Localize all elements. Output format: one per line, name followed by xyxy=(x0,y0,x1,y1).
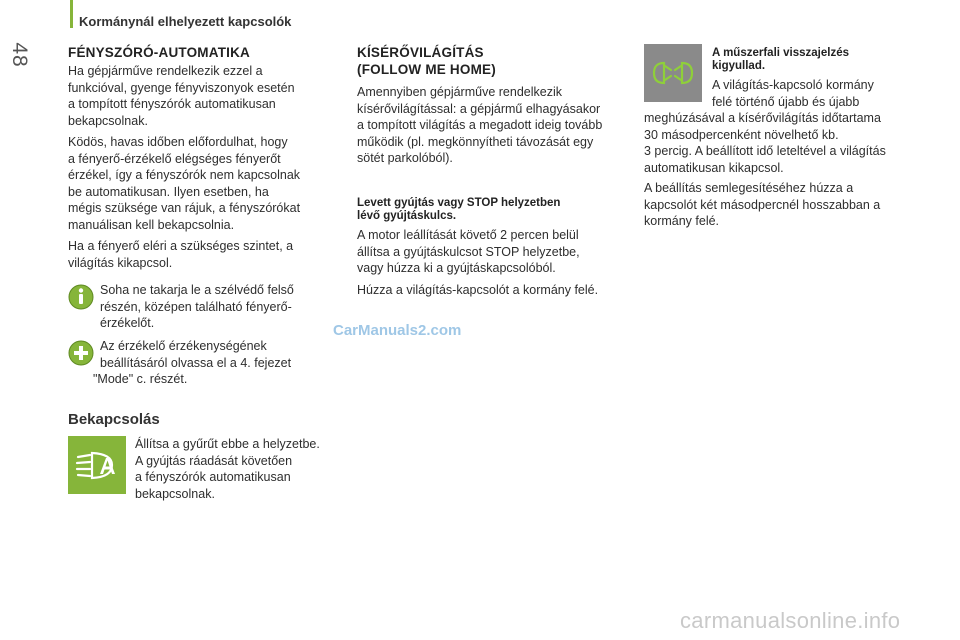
warning-light-title: A műszerfali visszajelzés kigyullad. xyxy=(712,47,850,72)
follow-me-home-intro: Amennyiben gépjárműve rendelkezik kísérővilágítással: a gépjármű elhagyásakor a tompított világítás a megadott ideig tovább működik (pl. megkönnyítheti távozását egy sötét parkolóból). xyxy=(357,85,603,165)
ignition-off-subtitle: Levett gyújtás vagy STOP helyzetben lévő gyújtáskulcs. xyxy=(357,197,561,222)
section-title: Kormánynál elhelyezett kapcsolók xyxy=(79,14,292,29)
follow-me-home-title: KÍSÉRŐVILÁGÍTÁS (FOLLOW ME HOME) xyxy=(357,45,496,77)
watermark-center: CarManuals2.com xyxy=(333,322,462,339)
plus-note: Az érzékelő érzékenységének beállításáról olvassa el a 4. fejezet "Mode" c. részét. xyxy=(93,339,292,386)
auto-headlamp-text xyxy=(68,63,338,271)
duration-text: A világítás-kapcsoló kormány felé történő újabb és újabb meghúzásával a kísérővilágítás időtartama 30 másodpercenként növelhető kb. 3 percig. A beállított idő leteltével a világítás automatikusan kikapcsol. xyxy=(644,78,886,175)
paragraph-1: Ha gépjárműve rendelkezik ezzel a funkcióval, gyenge fényviszonyok esetén a tompított fényszórók automatikusan bekapcsolnak. xyxy=(68,64,295,128)
plus-icon xyxy=(68,340,94,366)
info-icon xyxy=(68,284,94,310)
bekapcsolas-title: Bekapcsolás xyxy=(68,411,160,428)
cancel-text: A beállítás semlegesítéséhez húzza a kapcsolót két másodpercnél hosszabban a kormány felé. xyxy=(644,181,881,228)
paragraph-3: Ha a fényerő eléri a szükséges szintet, a világítás kikapcsol. xyxy=(68,239,294,270)
header-accent-bar xyxy=(70,0,73,28)
info-note: Soha ne takarja le a szélvédő felső részén, középen található fényerő- érzékelőt. xyxy=(100,283,294,330)
bekapcsolas-text: Állítsa a gyűrűt ebbe a helyzetbe. A gyújtás ráadását követően a fényszórók automatikusan bekapcsolnak. xyxy=(135,437,320,501)
auto-headlamp-symbol-icon xyxy=(68,436,126,494)
paragraph-2: Ködös, havas időben előfordulhat, hogy a fényerő-érzékelő elégséges fényerőt érzékel, így a fényszórók nem kapcsolnak be automatikusan. Ilyen esetben, ha mégis szüksége van rájuk, a fényszórókat manuálisan kell bekapcsolnia. xyxy=(68,135,301,232)
pull-switch-text: Húzza a világítás-kapcsolót a kormány felé. xyxy=(357,283,599,297)
watermark-bottom: carmanualsonline.info xyxy=(680,608,901,633)
page-number: 48 xyxy=(8,42,31,68)
auto-headlamp-title: FÉNYSZÓRÓ-AUTOMATIKA xyxy=(68,45,250,60)
ignition-off-text: A motor leállítását követő 2 percen belül állítsa a gyújtáskulcsot STOP helyzetbe, vagy húzza ki a gyújtáskapcsolóból. xyxy=(357,228,580,275)
